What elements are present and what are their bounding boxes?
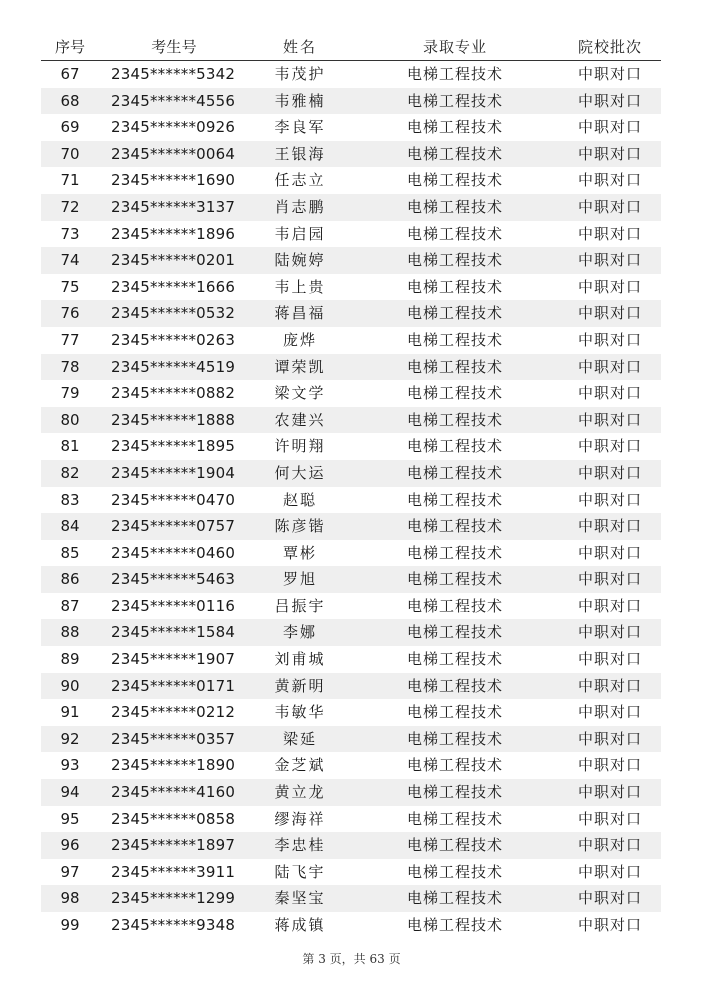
table-row bbox=[41, 380, 661, 407]
table-body bbox=[41, 61, 661, 939]
cell-batch: 中职对口 bbox=[577, 277, 642, 296]
cell-name: 李良军 bbox=[274, 118, 326, 137]
cell-name: 许明翔 bbox=[274, 437, 326, 456]
cell-exam-id: 2345******0532 bbox=[99, 300, 249, 327]
table-row bbox=[41, 433, 661, 460]
header-name: 姓名 bbox=[249, 34, 351, 61]
cell-seq: 94 bbox=[41, 779, 99, 806]
cell-seq: 79 bbox=[60, 384, 80, 403]
cell-name: 王银海 bbox=[249, 141, 351, 168]
cell-exam-id: 2345******1897 bbox=[99, 832, 249, 859]
table-row bbox=[41, 221, 661, 248]
header-major: 录取专业 bbox=[351, 34, 559, 61]
table-row bbox=[41, 513, 661, 540]
cell-exam-id: 2345******1896 bbox=[111, 224, 236, 243]
table-row bbox=[41, 540, 661, 567]
table-row bbox=[41, 167, 661, 194]
cell-name: 黄立龙 bbox=[249, 779, 351, 806]
cell-name: 吕振宇 bbox=[274, 596, 326, 615]
header-seq: 序号 bbox=[41, 34, 99, 61]
cell-seq: 81 bbox=[60, 437, 80, 456]
cell-exam-id: 2345******0882 bbox=[111, 384, 236, 403]
cell-batch: 中职对口 bbox=[559, 779, 661, 806]
table-row bbox=[41, 806, 661, 833]
cell-seq: 96 bbox=[41, 832, 99, 859]
table-row bbox=[41, 885, 661, 912]
cell-batch: 中职对口 bbox=[577, 703, 642, 722]
cell-seq: 74 bbox=[41, 247, 99, 274]
cell-major: 电梯工程技术 bbox=[406, 490, 503, 509]
cell-major: 电梯工程技术 bbox=[406, 224, 503, 243]
cell-major: 电梯工程技术 bbox=[406, 756, 503, 775]
cell-major: 电梯工程技术 bbox=[406, 171, 503, 190]
cell-seq: 83 bbox=[60, 490, 80, 509]
cell-major: 电梯工程技术 bbox=[351, 885, 559, 912]
cell-batch: 中职对口 bbox=[559, 354, 661, 381]
cell-seq: 97 bbox=[60, 862, 80, 881]
cell-exam-id: 2345******5342 bbox=[111, 65, 236, 83]
table-row bbox=[41, 354, 661, 381]
cell-major: 电梯工程技术 bbox=[406, 118, 503, 137]
cell-major: 电梯工程技术 bbox=[351, 619, 559, 646]
cell-major: 电梯工程技术 bbox=[406, 65, 503, 83]
cell-major: 电梯工程技术 bbox=[351, 247, 559, 274]
cell-exam-id: 2345******1690 bbox=[111, 171, 236, 190]
cell-exam-id: 2345******9348 bbox=[111, 916, 236, 934]
cell-seq: 93 bbox=[60, 756, 80, 775]
cell-exam-id: 2345******5463 bbox=[99, 566, 249, 593]
cell-major: 电梯工程技术 bbox=[406, 862, 503, 881]
cell-batch: 中职对口 bbox=[577, 862, 642, 881]
cell-seq: 98 bbox=[41, 885, 99, 912]
cell-name: 秦坚宝 bbox=[249, 885, 351, 912]
cell-batch: 中职对口 bbox=[577, 330, 642, 349]
cell-batch: 中职对口 bbox=[577, 437, 642, 456]
cell-batch: 中职对口 bbox=[577, 118, 642, 137]
cell-name: 韦茂护 bbox=[274, 65, 326, 83]
cell-batch: 中职对口 bbox=[577, 916, 642, 934]
table-row bbox=[41, 619, 661, 646]
cell-name: 罗旭 bbox=[249, 566, 351, 593]
cell-exam-id: 2345******1890 bbox=[111, 756, 236, 775]
cell-batch: 中职对口 bbox=[559, 460, 661, 487]
cell-seq: 89 bbox=[60, 650, 80, 669]
cell-major: 电梯工程技术 bbox=[351, 407, 559, 434]
cell-exam-id: 2345******0201 bbox=[99, 247, 249, 274]
cell-seq: 72 bbox=[41, 194, 99, 221]
table-row bbox=[41, 646, 661, 673]
cell-major: 电梯工程技术 bbox=[351, 566, 559, 593]
table-row bbox=[41, 194, 661, 221]
cell-major: 电梯工程技术 bbox=[351, 141, 559, 168]
cell-batch: 中职对口 bbox=[559, 832, 661, 859]
cell-major: 电梯工程技术 bbox=[406, 330, 503, 349]
cell-exam-id: 2345******1299 bbox=[99, 885, 249, 912]
cell-seq: 92 bbox=[41, 726, 99, 753]
cell-seq: 80 bbox=[41, 407, 99, 434]
cell-major: 电梯工程技术 bbox=[406, 596, 503, 615]
table-row bbox=[41, 327, 661, 354]
cell-batch: 中职对口 bbox=[577, 384, 642, 403]
cell-seq: 88 bbox=[41, 619, 99, 646]
cell-exam-id: 2345******0263 bbox=[111, 330, 236, 349]
cell-exam-id: 2345******3911 bbox=[111, 862, 236, 881]
cell-exam-id: 2345******1895 bbox=[111, 437, 236, 456]
cell-name: 梁延 bbox=[249, 726, 351, 753]
cell-exam-id: 2345******0460 bbox=[111, 543, 236, 562]
cell-batch: 中职对口 bbox=[577, 650, 642, 669]
cell-name: 何大运 bbox=[249, 460, 351, 487]
cell-seq: 99 bbox=[60, 916, 80, 934]
cell-major: 电梯工程技术 bbox=[351, 726, 559, 753]
cell-name: 缪海祥 bbox=[274, 809, 326, 828]
table-row bbox=[41, 487, 661, 514]
cell-batch: 中职对口 bbox=[559, 407, 661, 434]
cell-major: 电梯工程技术 bbox=[406, 809, 503, 828]
cell-batch: 中职对口 bbox=[559, 885, 661, 912]
cell-name: 陈彦锴 bbox=[249, 513, 351, 540]
table-row bbox=[41, 593, 661, 620]
cell-exam-id: 2345******1584 bbox=[99, 619, 249, 646]
cell-batch: 中职对口 bbox=[577, 224, 642, 243]
cell-batch: 中职对口 bbox=[577, 65, 642, 83]
cell-exam-id: 2345******1907 bbox=[111, 650, 236, 669]
cell-name: 韦启园 bbox=[274, 224, 326, 243]
cell-name: 肖志鹏 bbox=[249, 194, 351, 221]
table-row bbox=[41, 300, 661, 327]
table-row bbox=[41, 88, 661, 115]
table-row bbox=[41, 274, 661, 301]
table-row bbox=[41, 247, 661, 274]
cell-name: 赵聪 bbox=[282, 490, 317, 509]
cell-name: 陆婉婷 bbox=[249, 247, 351, 274]
table-row bbox=[41, 407, 661, 434]
cell-exam-id: 2345******0858 bbox=[111, 809, 236, 828]
cell-exam-id: 2345******0470 bbox=[111, 490, 236, 509]
cell-exam-id: 2345******1904 bbox=[99, 460, 249, 487]
cell-batch: 中职对口 bbox=[559, 726, 661, 753]
cell-exam-id: 2345******1666 bbox=[111, 277, 236, 296]
cell-batch: 中职对口 bbox=[559, 619, 661, 646]
cell-name: 刘甫城 bbox=[274, 650, 326, 669]
cell-exam-id: 2345******4160 bbox=[99, 779, 249, 806]
cell-name: 农建兴 bbox=[249, 407, 351, 434]
cell-name: 韦雅楠 bbox=[249, 88, 351, 115]
table-header-row bbox=[41, 34, 661, 61]
cell-batch: 中职对口 bbox=[559, 300, 661, 327]
table-row bbox=[41, 752, 661, 779]
cell-major: 电梯工程技术 bbox=[351, 779, 559, 806]
cell-name: 庞烨 bbox=[282, 330, 317, 349]
cell-batch: 中职对口 bbox=[559, 141, 661, 168]
header-batch: 院校批次 bbox=[559, 34, 661, 61]
table-row bbox=[41, 859, 661, 886]
cell-name: 任志立 bbox=[274, 171, 326, 190]
cell-exam-id: 2345******0212 bbox=[111, 703, 236, 722]
cell-exam-id: 2345******0757 bbox=[99, 513, 249, 540]
cell-seq: 84 bbox=[41, 513, 99, 540]
cell-seq: 85 bbox=[60, 543, 80, 562]
cell-seq: 87 bbox=[60, 596, 80, 615]
cell-exam-id: 2345******4519 bbox=[99, 354, 249, 381]
cell-batch: 中职对口 bbox=[559, 194, 661, 221]
table-row bbox=[41, 726, 661, 753]
cell-batch: 中职对口 bbox=[577, 809, 642, 828]
cell-seq: 73 bbox=[60, 224, 80, 243]
cell-seq: 78 bbox=[41, 354, 99, 381]
table-row bbox=[41, 912, 661, 939]
cell-exam-id: 2345******4556 bbox=[99, 88, 249, 115]
cell-major: 电梯工程技术 bbox=[406, 437, 503, 456]
cell-exam-id: 2345******0357 bbox=[99, 726, 249, 753]
cell-major: 电梯工程技术 bbox=[406, 543, 503, 562]
cell-seq: 90 bbox=[41, 673, 99, 700]
cell-seq: 69 bbox=[60, 118, 80, 137]
cell-major: 电梯工程技术 bbox=[351, 194, 559, 221]
cell-exam-id: 2345******0171 bbox=[99, 673, 249, 700]
cell-seq: 76 bbox=[41, 300, 99, 327]
cell-name: 谭荣凯 bbox=[249, 354, 351, 381]
table-row bbox=[41, 699, 661, 726]
table-row bbox=[41, 61, 661, 88]
cell-batch: 中职对口 bbox=[559, 88, 661, 115]
admission-table bbox=[41, 34, 661, 939]
cell-batch: 中职对口 bbox=[577, 490, 642, 509]
cell-seq: 70 bbox=[41, 141, 99, 168]
cell-batch: 中职对口 bbox=[559, 566, 661, 593]
cell-seq: 95 bbox=[60, 809, 80, 828]
cell-seq: 91 bbox=[60, 703, 80, 722]
cell-major: 电梯工程技术 bbox=[351, 88, 559, 115]
cell-name: 覃彬 bbox=[282, 543, 317, 562]
cell-batch: 中职对口 bbox=[559, 673, 661, 700]
table-row bbox=[41, 566, 661, 593]
cell-name: 黄新明 bbox=[249, 673, 351, 700]
cell-major: 电梯工程技术 bbox=[351, 832, 559, 859]
cell-exam-id: 2345******0926 bbox=[111, 118, 236, 137]
cell-batch: 中职对口 bbox=[577, 756, 642, 775]
cell-major: 电梯工程技术 bbox=[406, 703, 503, 722]
cell-seq: 67 bbox=[60, 65, 80, 83]
cell-major: 电梯工程技术 bbox=[351, 513, 559, 540]
cell-name: 梁文学 bbox=[274, 384, 326, 403]
cell-batch: 中职对口 bbox=[577, 171, 642, 190]
cell-name: 李娜 bbox=[249, 619, 351, 646]
cell-seq: 71 bbox=[60, 171, 80, 190]
cell-major: 电梯工程技术 bbox=[406, 277, 503, 296]
cell-major: 电梯工程技术 bbox=[351, 673, 559, 700]
cell-major: 电梯工程技术 bbox=[351, 460, 559, 487]
cell-batch: 中职对口 bbox=[559, 513, 661, 540]
cell-batch: 中职对口 bbox=[577, 543, 642, 562]
cell-name: 韦敏华 bbox=[274, 703, 326, 722]
cell-seq: 68 bbox=[41, 88, 99, 115]
cell-name: 李忠桂 bbox=[249, 832, 351, 859]
header-exam-id: 考生号 bbox=[99, 34, 249, 61]
cell-major: 电梯工程技术 bbox=[351, 300, 559, 327]
cell-major: 电梯工程技术 bbox=[406, 916, 503, 934]
cell-seq: 86 bbox=[41, 566, 99, 593]
cell-exam-id: 2345******0064 bbox=[99, 141, 249, 168]
cell-major: 电梯工程技术 bbox=[351, 354, 559, 381]
cell-seq: 75 bbox=[60, 277, 80, 296]
table-row bbox=[41, 673, 661, 700]
cell-name: 金芝斌 bbox=[274, 756, 326, 775]
cell-major: 电梯工程技术 bbox=[406, 650, 503, 669]
table-row bbox=[41, 779, 661, 806]
cell-name: 陆飞宇 bbox=[274, 862, 326, 881]
table-row bbox=[41, 832, 661, 859]
cell-batch: 中职对口 bbox=[559, 247, 661, 274]
cell-seq: 77 bbox=[60, 330, 80, 349]
table-row bbox=[41, 114, 661, 141]
cell-batch: 中职对口 bbox=[577, 596, 642, 615]
cell-exam-id: 2345******0116 bbox=[111, 596, 236, 615]
cell-name: 蒋成镇 bbox=[274, 916, 326, 934]
cell-seq: 82 bbox=[41, 460, 99, 487]
cell-name: 蒋昌福 bbox=[249, 300, 351, 327]
cell-exam-id: 2345******3137 bbox=[99, 194, 249, 221]
cell-name: 韦上贵 bbox=[274, 277, 326, 296]
cell-exam-id: 2345******1888 bbox=[99, 407, 249, 434]
table-row bbox=[41, 141, 661, 168]
admission-list bbox=[41, 34, 661, 939]
table-row bbox=[41, 460, 661, 487]
page-footer: 第 3 页，共 63 页 bbox=[302, 952, 401, 966]
cell-major: 电梯工程技术 bbox=[406, 384, 503, 403]
